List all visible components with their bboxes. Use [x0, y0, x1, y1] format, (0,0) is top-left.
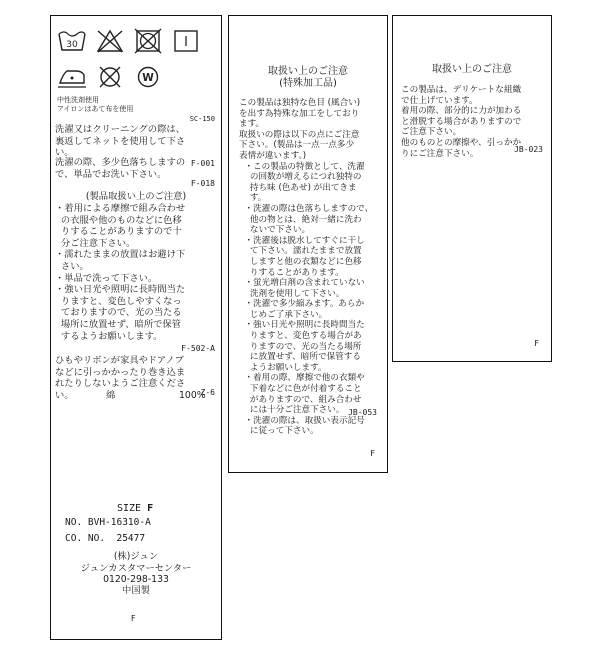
- label-footer-f: F: [131, 614, 136, 623]
- care-label-delicate: [392, 15, 552, 362]
- wash-30-icon: [57, 28, 87, 54]
- code-z6: Z-6: [200, 388, 215, 397]
- phone-number: 0120-298-133: [103, 574, 169, 585]
- svg-text:W: W: [142, 72, 154, 84]
- iron-with-cloth-icon: [57, 64, 87, 90]
- label3-title: 取扱い上のご注意: [432, 64, 512, 75]
- product-number: NO. BVH-16310-A: [65, 517, 151, 528]
- iron-note: アイロンはあて布を使用: [57, 105, 134, 113]
- customer-center: ジュンカスタマーセンター: [80, 563, 192, 574]
- size-value: F: [147, 503, 154, 514]
- code-f001: F-001: [190, 159, 215, 168]
- care-paragraph-2: 洗濯の際、多少色落ちしますの で、単品でお洗い下さい。: [55, 157, 186, 180]
- care-paragraph-4: ひもやリボンが家具やドアノブ などに引っかかったり巻き込ま れたりしないようご注意くださ い。: [55, 355, 186, 401]
- label3-body: この製品は、デリケートな組織 で仕上げています。 着用の際、部分的に力が加わる と滑脱する場合がありますので ご注意下さい。 他のものとの摩擦や、引っかか りにご注意下さい。: [401, 85, 522, 159]
- care-paragraph-1: 洗濯又はクリーニングの際は、 裏返してネットを使用して下さ い。: [55, 124, 186, 159]
- label2-title: 取扱い上のご注意: [268, 66, 348, 77]
- material-name: 綿: [106, 390, 116, 401]
- wet-clean-icon: [133, 64, 163, 90]
- label2-code: JB-053: [348, 408, 377, 417]
- label3-code: JB-023: [514, 145, 543, 154]
- line-dry-icon: [171, 28, 201, 54]
- wash-temp: 30: [66, 40, 78, 50]
- care-paragraph-3: ・着用による摩擦で組み合わせ の衣服や他のものなどに色移 りすることがありますので十 分ご注意下さい。 ・濡れたままの放置はお避け下 さい。 ・単品で洗って下さい。 ・強い日光や照明に長時間当た りますと、変色しやすくなっ ておりますので、光の当たる 場所に放置せず、暗所で保管 するようお願いします。: [55, 203, 186, 342]
- label2-footer-f: F: [370, 449, 375, 458]
- size-label: [117, 503, 153, 515]
- co-number: CO. NO. 25477: [65, 533, 146, 544]
- no-bleach-icon: [95, 28, 125, 54]
- material-percent: 100%: [179, 390, 206, 401]
- detergent-note: 中性洗剤使用: [57, 96, 99, 104]
- company-name: (株)ジュン: [113, 551, 159, 562]
- code-f018: F-018: [190, 179, 215, 188]
- label2-subtitle: (特殊加工品): [279, 78, 337, 89]
- care-label-special-processing: [228, 15, 388, 473]
- label2-body: この製品は独特な色目 (風合い) を出す為特殊な加工をしており ます。 取扱いの際は以下の点にご注意 下さい。(製品は一点一点多少 表情が違います。) ・この製品の特徴として、洗濯 の回数が増えるにつれ独特の 持ち味 (色あせ) が出てきま す。 ・洗濯の際は色落ちしますので、 他の物とは、絶対一緒に洗わ ないで下さい。 ・洗濯後は脱水してすぐに干し て下さい。濡れたままで放置 しますと他の衣類などに色移 りすることがあります。 ・蛍光増白剤の含まれていない 洗剤を使用して下さい。 ・洗濯で多少縮みます。あらか じめご了承下さい。 ・強い日光や照明に長時間当た りますと、変色する場合があ りますので、光の当たる場所 に放置せず、暗所で保管する ようお願いします。 ・着用の際、摩擦で他の衣類や 下着などに色が付着すること がありますので、組み合わせ には十分ご注意下さい。 ・洗濯の際は、取扱い表示記号 に従って下さい。: [239, 98, 374, 437]
- code-f502: F-502-A: [181, 344, 215, 353]
- code-sc: SC-150: [189, 115, 215, 123]
- care-label-main: [50, 15, 222, 640]
- size-label-text: SIZE: [117, 503, 142, 514]
- country-of-origin: 中国製: [122, 585, 150, 596]
- product-care-heading: (製品取扱い上のご注意): [85, 191, 187, 202]
- label3-footer-f: F: [534, 339, 539, 348]
- no-dry-clean-icon: [95, 64, 125, 90]
- no-tumble-dry-icon: [133, 28, 163, 54]
